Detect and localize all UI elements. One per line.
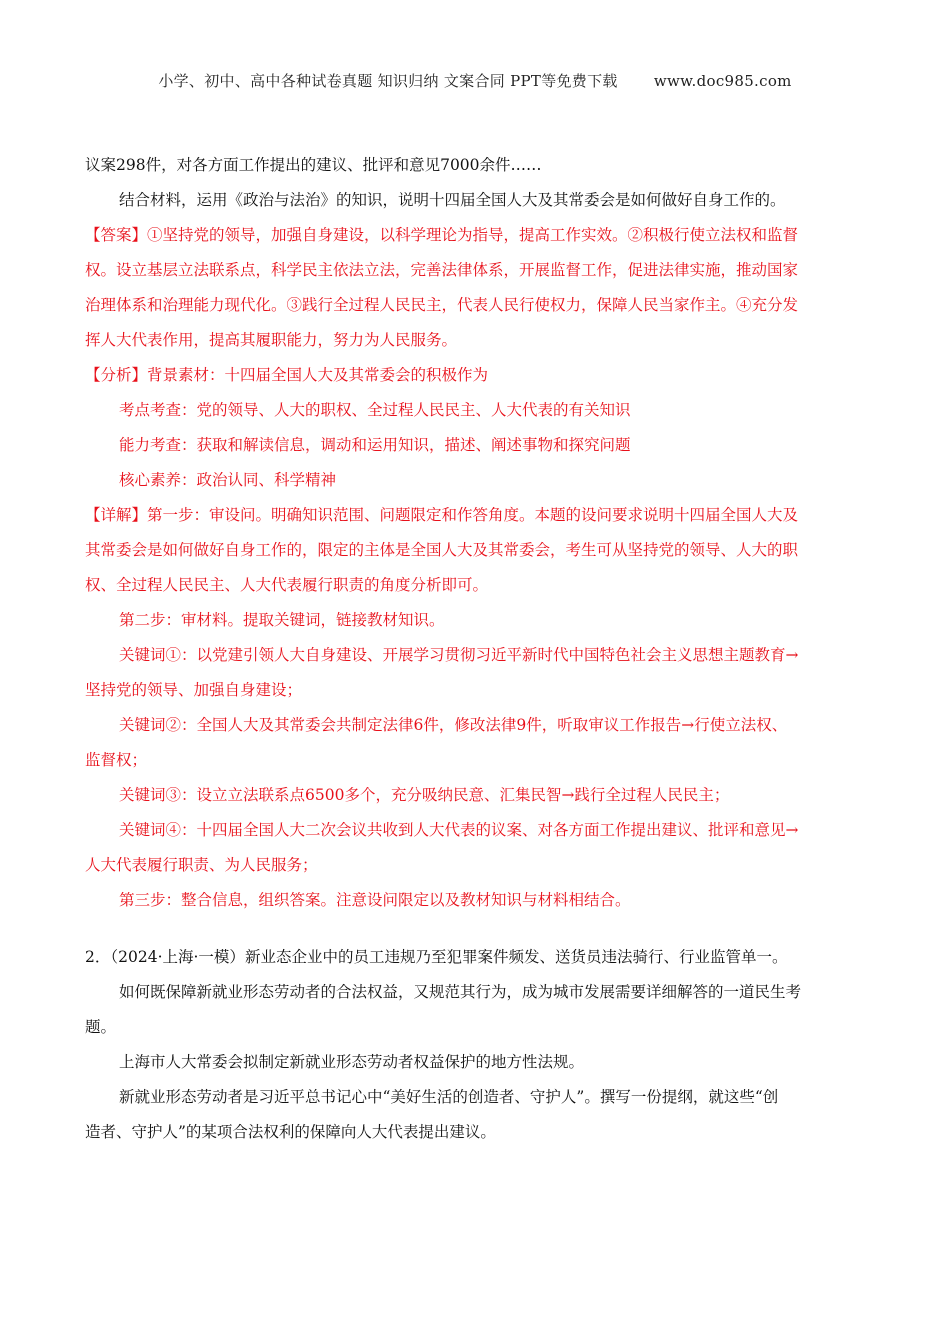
page-header	[0, 70, 950, 91]
analysis-background: 【分析】背景素材：十四届全国人大及其常委会的积极作为	[85, 366, 489, 384]
detail-line: 【详解】第一步：审设问。明确知识范围、问题限定和作答角度。本题的设问要求说明十四届全国人大及	[85, 506, 799, 524]
keyword-4-cont: 人大代表履行职责、为人民服务；	[85, 856, 318, 874]
document-body	[85, 148, 865, 1150]
keyword-2-cont: 监督权；	[85, 751, 148, 769]
analysis-block	[85, 358, 865, 498]
q2-para4-line: 造者、守护人”的某项合法权利的保障向人大代表提出建议。	[85, 1123, 496, 1141]
question-2-first-line	[85, 940, 865, 975]
question-source: （2024·上海·一模）	[110, 948, 245, 966]
detail-block	[85, 498, 865, 918]
q2-para3: 上海市人大常委会拟制定新就业形态劳动者权益保护的地方性法规。	[119, 1053, 585, 1071]
detail-line: 其常委会是如何做好自身工作的，限定的主体是全国人大及其常委会，考生可从坚持党的领导、人大的职	[85, 541, 799, 559]
answer-line: 权。设立基层立法联系点，科学民主依法立法，完善法律体系，开展监督工作，促进法律实施，推动国家	[85, 261, 799, 279]
keyword-1-cont: 坚持党的领导、加强自身建设；	[85, 681, 303, 699]
keyword-4: 关键词④：十四届全国人大二次会议共收到人大代表的议案、对各方面工作提出建议、批评和意见→	[119, 821, 799, 839]
keyword-3: 关键词③：设立立法联系点6500多个，充分吸纳民意、汇集民智→践行全过程人民民主；	[119, 786, 730, 804]
answer-line: 【答案】①坚持党的领导，加强自身建设，以科学理论为指导，提高工作实效。②积极行使立法权和监督	[85, 226, 799, 244]
detail-step2: 第二步：审材料。提取关键词，链接教材知识。	[119, 611, 445, 629]
material-tail: 议案298件，对各方面工作提出的建议、批评和意见7000余件……	[85, 156, 542, 174]
answer-line: 挥人大代表作用，提高其履职能力，努力为人民服务。	[85, 331, 458, 349]
keyword-2: 关键词②：全国人大及其常委会共制定法律6件，修改法律9件，听取审议工作报告→行使立法权、	[119, 716, 788, 734]
detail-step3: 第三步：整合信息，组织答案。注意设问限定以及教材知识与材料相结合。	[119, 891, 631, 909]
question-2-line1: 新业态企业中的员工违规乃至犯罪案件频发、送货员违法骑行、行业监管单一。	[244, 948, 788, 966]
detail-line: 权、全过程人民民主、人大代表履行职责的角度分析即可。	[85, 576, 489, 594]
q2-para2-line: 题。	[85, 1018, 117, 1036]
q2-para2-line: 如何既保障新就业形态劳动者的合法权益，又规范其行为，成为城市发展需要详细解答的一道民生考	[119, 983, 802, 1001]
analysis-literacy: 核心素养：政治认同、科学精神	[119, 471, 337, 489]
q2-para4-line: 新就业形态劳动者是习近平总书记心中“美好生活的创造者、守护人”。撰写一份提纲，就这些“创	[119, 1088, 779, 1106]
header-site: www.doc985.com	[653, 72, 792, 90]
answer-block	[85, 218, 865, 358]
question-2-block	[85, 940, 865, 1150]
question-1: 结合材料，运用《政治与法治》的知识，说明十四届全国人大及其常委会是如何做好自身工作的。	[119, 191, 786, 209]
question-number: 2．	[85, 948, 111, 966]
analysis-ability: 能力考查：获取和解读信息，调动和运用知识，描述、阐述事物和探究问题	[119, 436, 631, 454]
keyword-1: 关键词①：以党建引领人大自身建设、开展学习贯彻习近平新时代中国特色社会主义思想主题教育→	[119, 646, 799, 664]
analysis-knowledge: 考点考查：党的领导、人大的职权、全过程人民民主、人大代表的有关知识	[119, 401, 631, 419]
header-text: 小学、初中、高中各种试卷真题 知识归纳 文案合同 PPT等免费下载	[158, 72, 618, 90]
answer-line: 治理体系和治理能力现代化。③践行全过程人民民主，代表人民行使权力，保障人民当家作主。④充分发	[85, 296, 799, 314]
